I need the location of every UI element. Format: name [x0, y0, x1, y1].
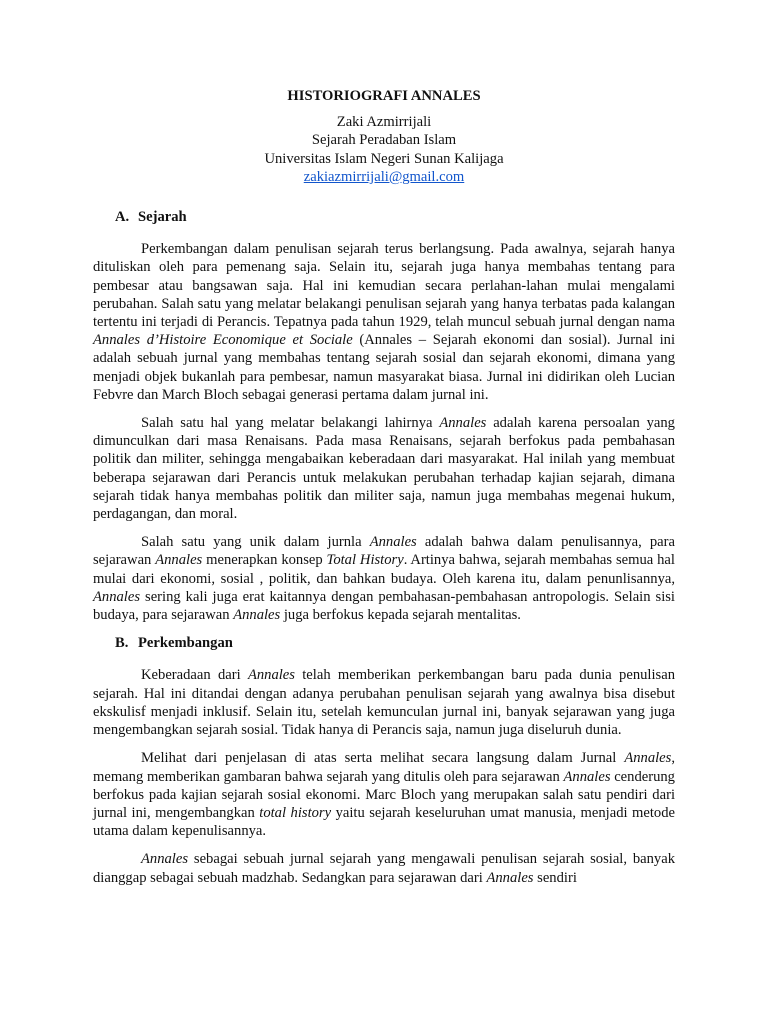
text-run: . Artinya bahwa, sejarah membahas semua hal mulai dari ekonomi, sosial , politik, dan bahkan budaya. Oleh karena itu, dalam penunlisannya,	[93, 552, 675, 587]
text-run: sebagai sebuah jurnal sejarah yang mengawali penulisan sejarah sosial, banyak dianggap sebagai sebuah madzhab. Sedangkan para sejarawan dari	[93, 851, 675, 886]
text-run: Perkembangan dalam penulisan sejarah terus berlangsung. Pada awalnya, sejarah hanya dituliskan oleh para pemenang saja. Selain itu, sejarah juga hanya membahas tentang para pembesar atau bangsawan saja. Hal ini kemudian secara perlahan-lahan mulai mengalami perubahan. Salah satu yang melatar belakangi penulisan sejarah yang hanya terbatas pada kalangan tertentu ini terjadi di Perancis. Tepatnya pada tahun 1929, telah muncul sebuah jurnal dengan nama	[93, 241, 675, 331]
document-title: HISTORIOGRAFI ANNALES	[287, 88, 481, 104]
italic-text: Annales d’Histoire Economique et Sociale	[93, 332, 353, 349]
italic-text: Annales	[439, 415, 487, 432]
document-content	[93, 87, 675, 887]
text-run: yaitu sejarah keseluruhan umat manusia, menjadi metode utama dalam kepenulisannya.	[93, 804, 675, 840]
italic-text: Total History	[326, 552, 404, 569]
body-paragraph	[93, 666, 675, 739]
body-paragraph	[93, 533, 675, 624]
author-email-link[interactable]: zakiazmirrijali@gmail.com	[303, 168, 465, 185]
author-university: Universitas Islam Negeri Sunan Kalijaga	[264, 150, 504, 167]
sections-container	[93, 208, 675, 887]
text-run: menerapkan konsep	[202, 552, 327, 569]
text-run: adalah karena persoalan yang dimunculkan dari masa Renaisans. Pada masa Renaisans, sejarah berfokus pada pembahasan politik dan militer, sehingga mengabaikan keberadaan dari masyarakat. Hal inilah yang membuat beberapa sejarawan dari Perancis untuk melakukan perubahan terhadap kajian sejarah, dimana sejarah tidak hanya membahas politik dan militer saja, namun juga membahas megenai hukum, perdagangan, dan moral.	[93, 415, 675, 523]
text-run: telah memberikan perkembangan baru pada dunia penulisan sejarah. Hal ini ditandai dengan adanya perubahan penulisan sejarah yang awalnya bisa disebut ekskulisf menjadi inklusif. Selain itu, setelah kemunculan jurnal ini, banyak sejarawan yang juga mengembangkan sejarah sosial. Tidak hanya di Perancis saja, namun juga diseluruh dunia.	[93, 667, 675, 739]
text-run: adalah bahwa dalam penulisannya, para sejarawan	[93, 534, 675, 569]
text-run: Salah satu yang unik dalam jurnla	[141, 534, 370, 551]
section-heading-text: Perkembangan	[138, 635, 233, 652]
section-heading	[115, 634, 675, 652]
section-heading	[115, 208, 675, 226]
section-letter: A.	[115, 209, 130, 226]
text-run: Salah satu hal yang melatar belakangi lahirnya	[141, 415, 440, 432]
italic-text: total history	[259, 804, 332, 821]
italic-text: Annales	[247, 667, 295, 684]
italic-text: Annales	[93, 588, 141, 605]
italic-text: Annales	[563, 768, 611, 785]
text-run: cenderung berfokus pada kajian sejarah sosial ekonomi. Marc Bloch yang merupakan salah satu pendiri dari jurnal ini, mengembangkan	[93, 768, 675, 821]
author-name: Zaki Azmirrijali	[336, 114, 432, 131]
italic-text: Annales	[486, 869, 534, 886]
italic-text: Annales	[233, 607, 281, 624]
author-block	[93, 113, 675, 186]
body-paragraph	[93, 414, 675, 523]
section-heading-text: Sejarah	[138, 209, 187, 226]
text-run: juga berfokus kepada sejarah mentalitas.	[280, 607, 521, 624]
italic-text: Annales	[155, 552, 203, 569]
italic-text: Annales	[624, 750, 672, 767]
text-run: , memang memberikan gambaran bahwa sejarah yang ditulis oleh para sejarawan	[93, 750, 675, 785]
text-run: Melihat dari penjelasan di atas serta melihat secara langsung dalam Jurnal	[141, 750, 625, 767]
body-paragraph	[93, 240, 675, 404]
author-department: Sejarah Peradaban Islam	[311, 132, 457, 149]
body-paragraph	[93, 749, 675, 840]
section-letter: B.	[115, 635, 129, 652]
body-paragraph	[93, 850, 675, 886]
italic-text: Annales	[369, 534, 417, 551]
text-run: sering kali juga erat kaitannya dengan pembahasan-pembahasan antropologis. Selain sisi budaya, para sejarawan	[93, 588, 675, 624]
text-run: (Annales – Sejarah ekonomi dan sosial). Jurnal ini adalah sebuah jurnal yang membahas tentang sejarah sosial dan sejarah ekonomi, dimana yang menjadi objek bukanlah para pembesar, namun masyarakat biasa. Jurnal ini didirikan oleh Lucian Febvre dan March Bloch sebagai generasi pertama dalam jurnal ini.	[93, 332, 675, 403]
text-run: Keberadaan dari	[141, 667, 248, 684]
italic-text: Annales	[141, 851, 189, 868]
text-run: sendiri	[533, 869, 577, 886]
